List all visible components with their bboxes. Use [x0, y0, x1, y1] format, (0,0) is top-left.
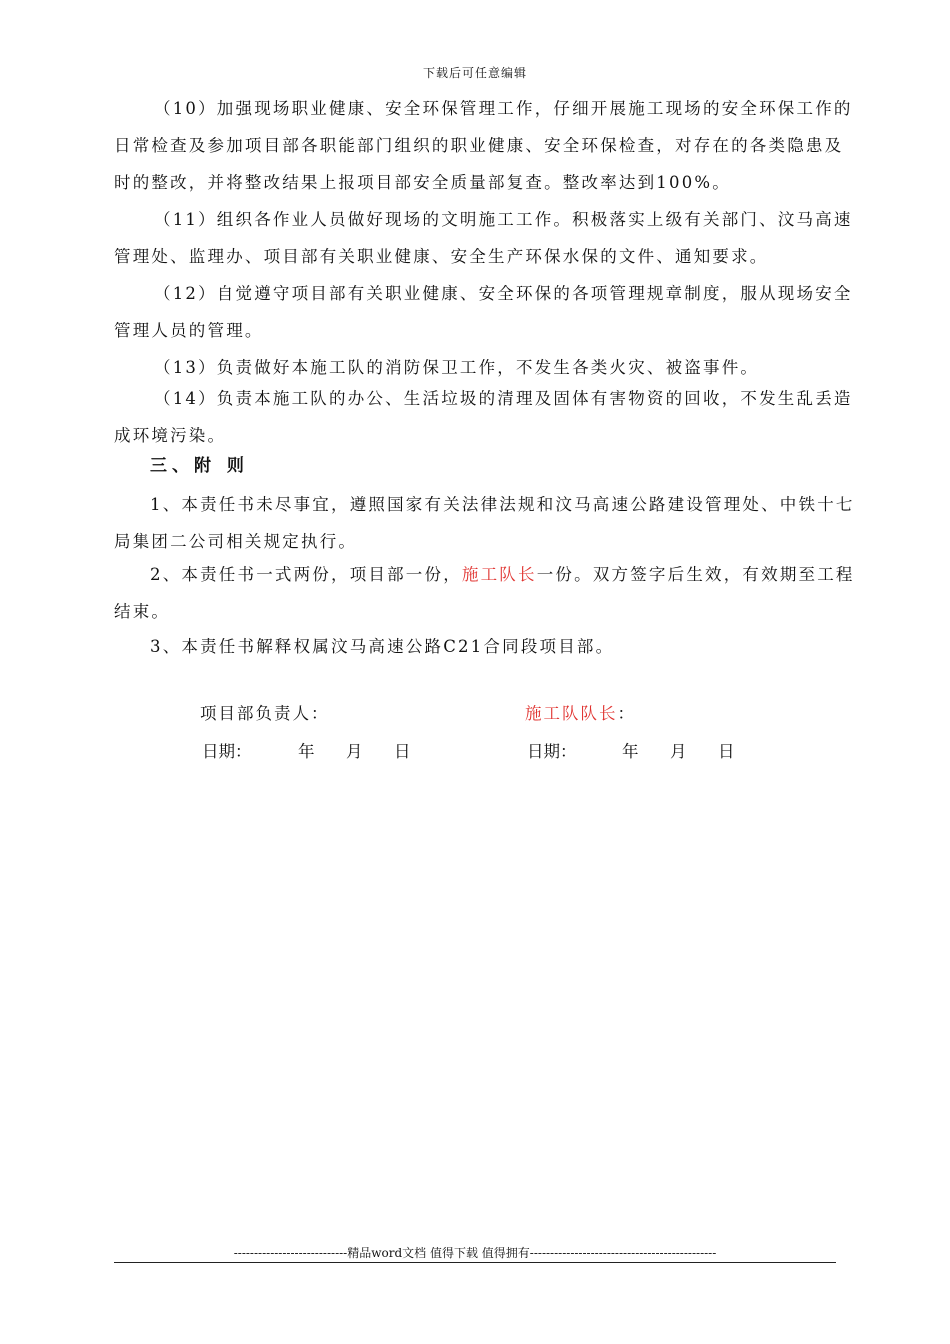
signature-project-lead-label: 项目部负责人： [200, 704, 330, 723]
clause-13-line-1: （13）负责做好本施工队的消防保卫工作，不发生各类火灾、被盗事件。 [154, 358, 760, 377]
clause-14-line-1: （14）负责本施工队的办公、生活垃圾的清理及固体有害物资的回收，不发生乱丢造 [154, 389, 853, 408]
clause-12 [114, 275, 874, 349]
clause-10-line-3: 时的整改，并将整改结果上报项目部安全质量部复查。整改率达到100%。 [114, 173, 731, 192]
signature-team-leader-label [525, 698, 636, 730]
rule-2-line-2: 结束。 [114, 602, 171, 621]
clause-10-line-2: 日常检查及参加项目部各职能部门组织的职业健康、安全环保检查，对存在的各类隐患及 [114, 136, 844, 155]
clause-14 [114, 380, 874, 454]
clause-14-line-2: 成环境污染。 [114, 426, 227, 445]
left-date-year: 年 [298, 742, 315, 761]
right-date-day: 日 [718, 742, 735, 761]
clause-11-line-1: （11）组织各作业人员做好现场的文明施工工作。积极落实上级有关部门、汶马高速 [154, 210, 853, 229]
highlight-team-leader: 施工队长 [461, 565, 537, 584]
left-date-label: 日期： [202, 742, 252, 761]
clause-10-line-1: （10）加强现场职业健康、安全环保管理工作，仔细开展施工现场的安全环保工作的 [154, 99, 853, 118]
rule-1-line-1: 1、本责任书未尽事宜，遵照国家有关法律法规和汶马高速公路建设管理处、中铁十七 [150, 495, 855, 514]
clause-11 [114, 201, 874, 275]
clause-11-line-2: 管理处、监理办、项目部有关职业健康、安全生产环保水保的文件、通知要求。 [114, 247, 769, 266]
rule-3-line-1: 3、本责任书解释权属汶马高速公路C21合同段项目部。 [150, 637, 615, 656]
right-date-label: 日期： [527, 742, 577, 761]
clause-12-line-1: （12）自觉遵守项目部有关职业健康、安全环保的各项管理规章制度，服从现场安全 [154, 284, 853, 303]
clause-12-line-2: 管理人员的管理。 [114, 321, 264, 340]
clause-10 [114, 90, 874, 201]
page-header: 下载后可任意编辑 [422, 66, 527, 80]
rule-3 [114, 628, 874, 665]
rule-2-line-1 [114, 556, 874, 593]
section-title-appendix: 三、附 则 [150, 456, 249, 476]
rule-1-line-2: 局集团二公司相关规定执行。 [114, 532, 358, 551]
rule-2-text-b: 一份。双方签字后生效，有效期至工程 [536, 565, 855, 584]
left-date-month: 月 [346, 742, 363, 761]
signature-team-leader-colon: ： [617, 704, 636, 723]
rule-2 [114, 556, 874, 630]
rule-1 [114, 486, 874, 560]
footer-text: ----------------------------精品word文档 值得下载 值得拥有---------------------------------------------- [233, 1246, 717, 1260]
footer-divider [114, 1262, 836, 1263]
right-date-year: 年 [622, 742, 639, 761]
rule-2-text-a: 2、本责任书一式两份，项目部一份， [150, 565, 462, 584]
signature-team-leader-text: 施工队队长 [525, 704, 618, 723]
left-date-day: 日 [394, 742, 411, 761]
right-date-month: 月 [670, 742, 687, 761]
